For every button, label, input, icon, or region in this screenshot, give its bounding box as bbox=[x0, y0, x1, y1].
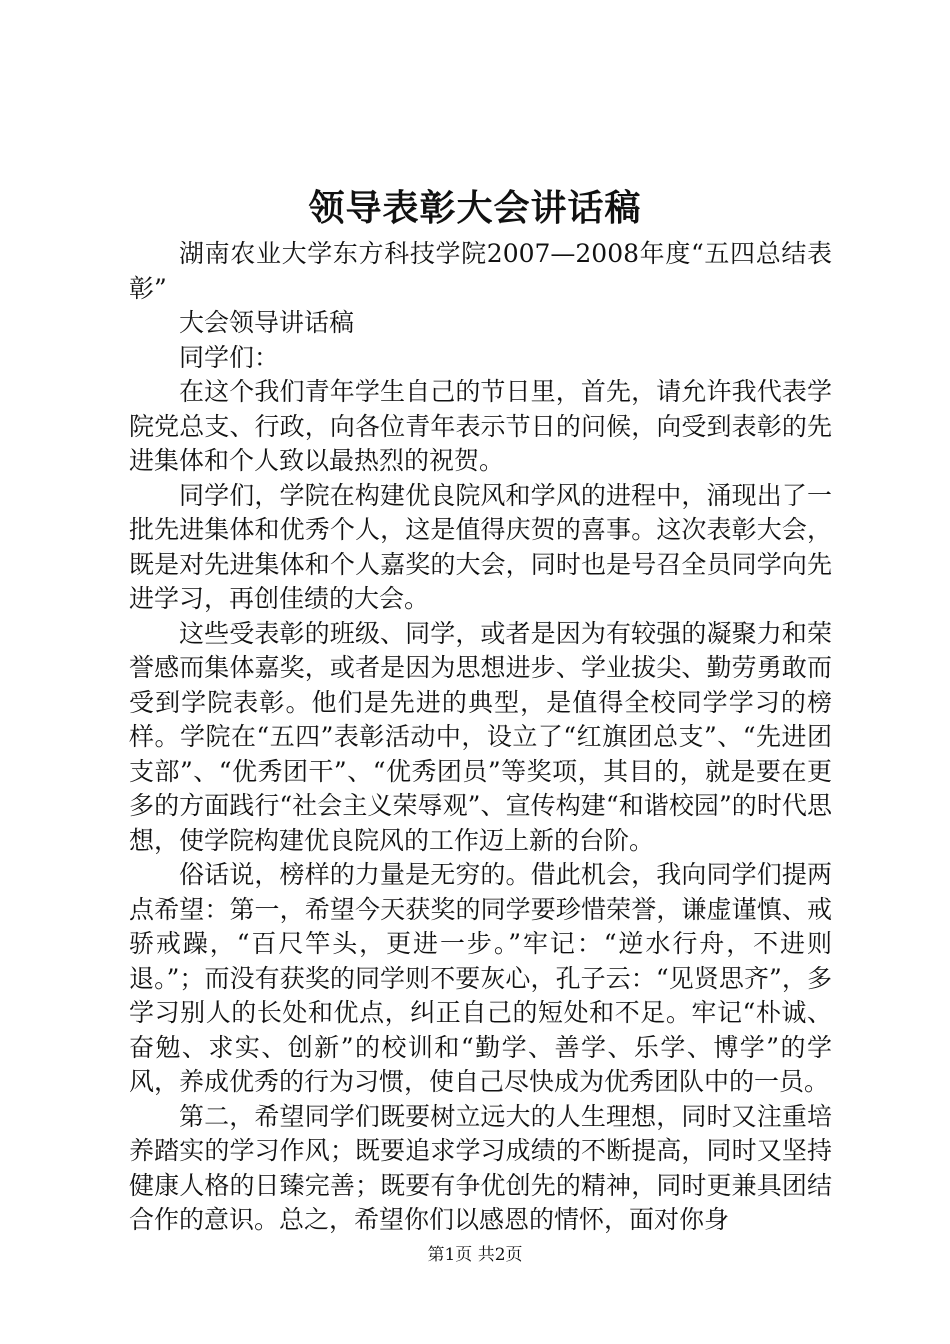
paragraph-subtitle: 大会领导讲话稿 bbox=[179, 308, 355, 337]
paragraph: 这些受表彰的班级、同学，或者是因为有较强的凝聚力和荣誉感而集体嘉奖，或者是因为思想进步、学业拔尖、勤劳勇敢而受到学院表彰。他们是先进的典型，是值得全校同学学习的榜样。学院在“五四”表彰活动中，设立了“红旗团总支”、“先进团支部”、“优秀团干”、“优秀团员”等奖项，其目的，就是要在更多的方面践行“社会主义荣辱观”、宣传构建“和谐校园”的时代思想，使学院构建优良院风的工作迈上新的台阶。 bbox=[129, 618, 832, 855]
paragraph: 俗话说，榜样的力量是无穷的。借此机会，我向同学们提两点希望：第一，希望今天获奖的同学要珍惜荣誉，谦虚谨慎、戒骄戒躁，“百尺竿头，更进一步。”牢记：“逆水行舟，不进则退。”；而没有获奖的同学则不要灰心，孔子云：“见贤思齐”，多学习别人的长处和优点，纠正自己的短处和不足。牢记“朴诚、奋勉、求实、创新”的校训和“勤学、善学、乐学、博学”的学风，养成优秀的行为习惯，使自己尽快成为优秀团队中的一员。 bbox=[129, 860, 832, 1096]
document-body bbox=[129, 237, 832, 1238]
paragraph-salutation: 同学们： bbox=[179, 342, 280, 372]
document-title: 领导表彰大会讲话稿 bbox=[308, 187, 642, 229]
paragraph: 在这个我们青年学生自己的节日里，首先，请允许我代表学院党总支、行政，向各位青年表示节日的问候，向受到表彰的先进集体和个人致以最热烈的祝贺。 bbox=[129, 377, 832, 475]
paragraph: 第二，希望同学们既要树立远大的人生理想，同时又注重培养踏实的学习作风；既要追求学习成绩的不断提高，同时又坚持健康人格的日臻完善；既要有争优创先的精神，同时更兼具团结合作的意识。总之，希望你们以感恩的情怀，面对你身 bbox=[129, 1101, 832, 1234]
page-number-footer: 第1页 共2页 bbox=[427, 1245, 523, 1265]
paragraph: 同学们，学院在构建优良院风和学风的进程中，涌现出了一批先进集体和优秀个人，这是值得庆贺的喜事。这次表彰大会，既是对先进集体和个人嘉奖的大会，同时也是号召全员同学向先进学习，再创佳绩的大会。 bbox=[129, 480, 832, 613]
paragraph-heading-line: 湖南农业大学东方科技学院2007—2008年度“五四总结表彰” bbox=[129, 239, 832, 303]
